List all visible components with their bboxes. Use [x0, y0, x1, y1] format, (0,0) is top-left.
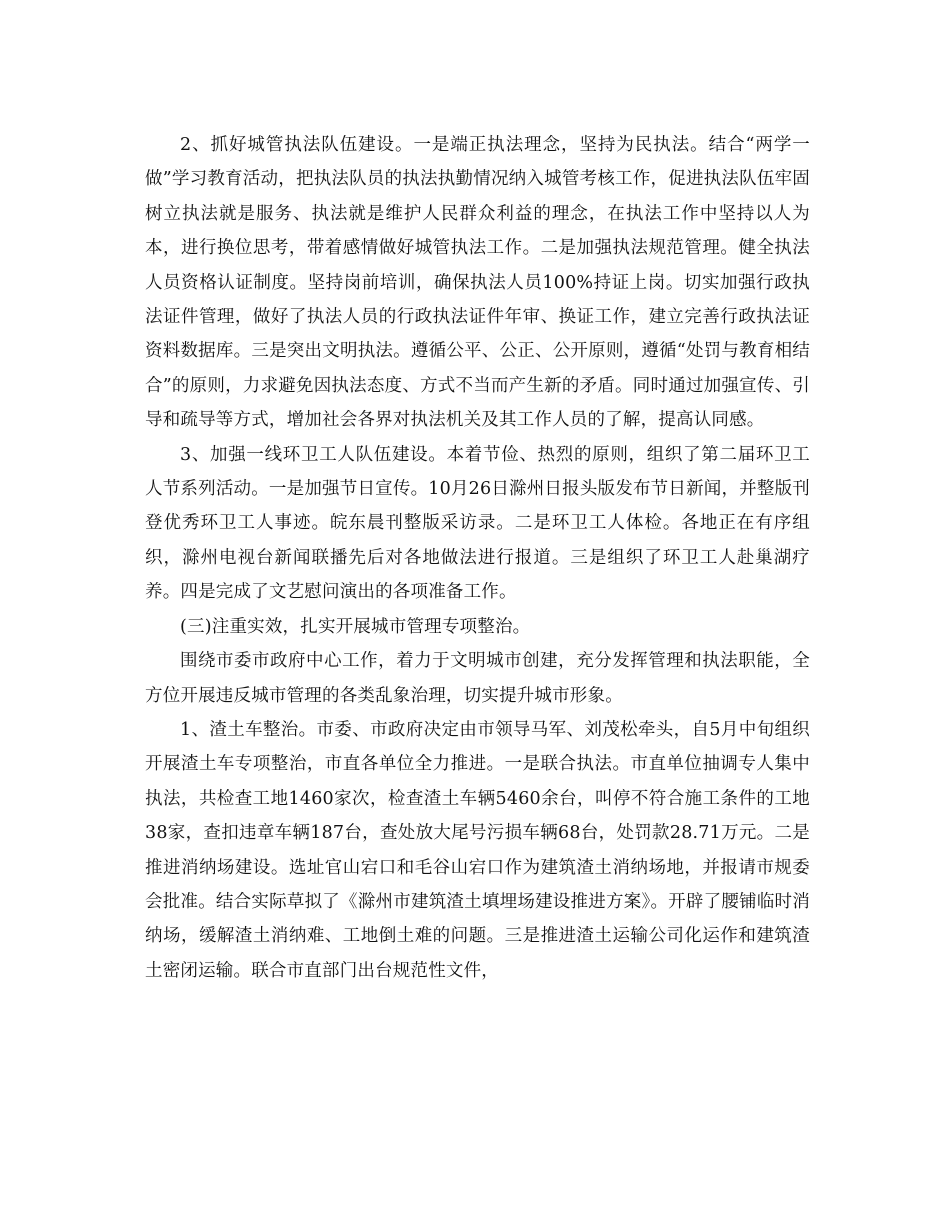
document-body	[145, 128, 810, 988]
paragraph-muck-truck-regulation: 1、渣土车整治。市委、市政府决定由市领导马军、刘茂松牵头，自5月中旬组织开展渣土车专项整治，市直各单位全力推进。一是联合执法。市直单位抽调专人集中执法，共检查工地1460家次，检查渣土车辆5460余台，叫停不符合施工条件的工地38家，查扣违章车辆187台，查处放大尾号污损车辆68台，处罚款28.71万元。二是推进消纳场建设。选址官山宕口和毛谷山宕口作为建筑渣土消纳场地，并报请市规委会批准。结合实际草拟了《滁州市建筑渣土填埋场建设推进方案》。开辟了腰铺临时消纳场，缓解渣土消纳难、工地倒土难的问题。三是推进渣土运输公司化运作和建筑渣土密闭运输。联合市直部门出台规范性文件，	[145, 719, 810, 981]
paragraph-team-building: 2、抓好城管执法队伍建设。一是端正执法理念，坚持为民执法。结合“两学一做”学习教育活动，把执法队员的执法执勤情况纳入城管考核工作，促进执法队伍牢固树立执法就是服务、执法就是维护人民群众利益的理念，在执法工作中坚持以人为本，进行换位思考，带着感情做好城管执法工作。二是加强执法规范管理。健全执法人员资格认证制度。坚持岗前培训，确保执法人员100%持证上岗。切实加强行政执法证件管理，做好了执法人员的行政执法证件年审、换证工作，建立完善行政执法证资料数据库。三是突出文明执法。遵循公平、公正、公开原则，遵循“处罚与教育相结合”的原则，力求避免因执法态度、方式不当而产生新的矛盾。同时通过加强宣传、引导和疏导等方式，增加社会各界对执法机关及其工作人员的了解，提高认同感。	[145, 135, 810, 431]
paragraph-city-governance: 围绕市委市政府中心工作，着力于文明城市创建，充分发挥管理和执法职能，全方位开展违反城市管理的各类乱象治理，切实提升城市形象。	[145, 651, 810, 706]
section-heading: (三)注重实效，扎实开展城市管理专项整治。	[180, 616, 531, 637]
paragraph-sanitation-workers: 3、加强一线环卫工人队伍建设。本着节俭、热烈的原则，组织了第二届环卫工人节系列活动。一是加强节日宣传。10月26日滁州日报头版发布节日新闻，并整版刊登优秀环卫工人事迹。皖东晨刊整版采访录。二是环卫工人体检。各地正在有序组织，滁州电视台新闻联播先后对各地做法进行报道。三是组织了环卫工人赴巢湖疗养。四是完成了文艺慰问演出的各项准备工作。	[145, 444, 810, 603]
